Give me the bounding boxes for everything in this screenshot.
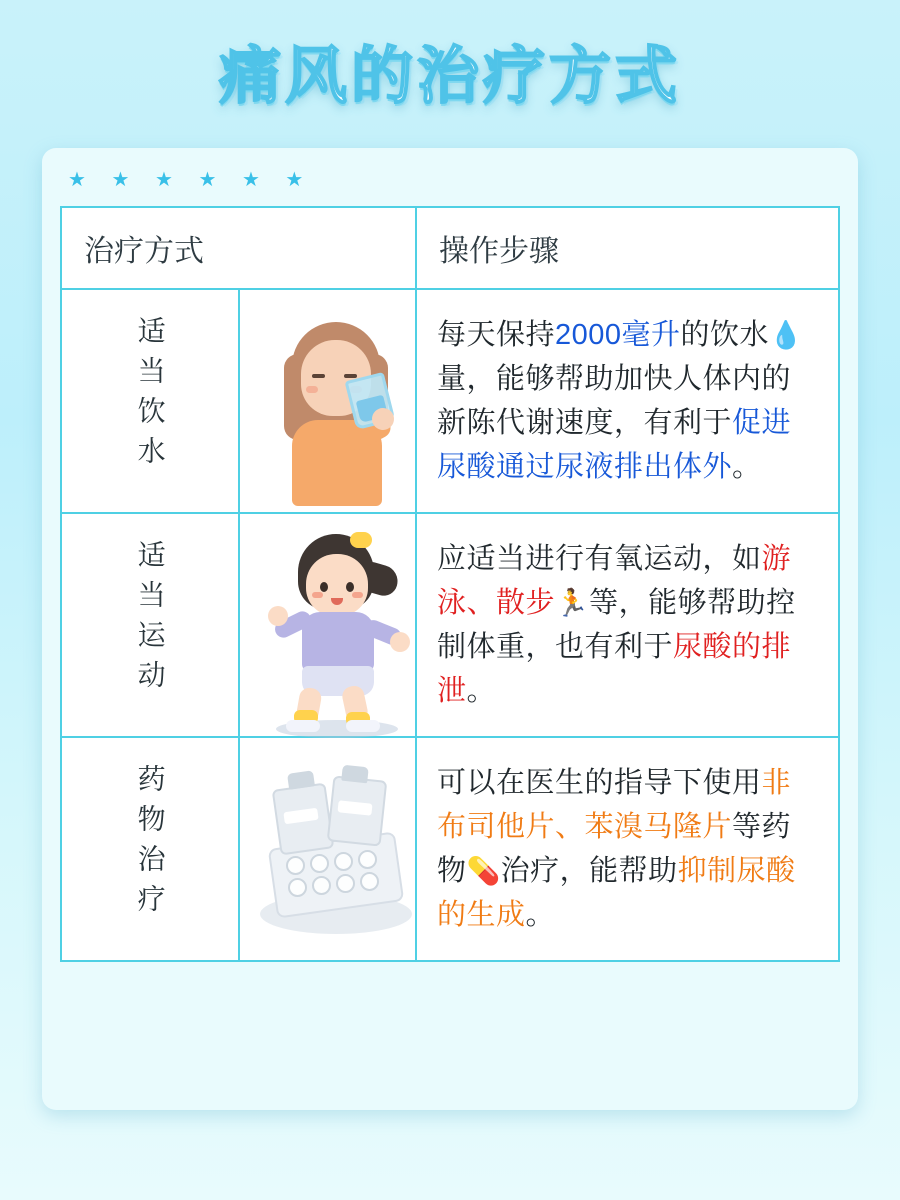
table-header-row — [61, 207, 839, 289]
text-segment: 每天保持 — [437, 318, 556, 351]
row-illustration-medication — [239, 737, 417, 961]
title-area — [0, 0, 900, 115]
text-segment: 量，能够帮助加快人体内的新陈代谢速度，有利于 — [437, 362, 792, 439]
text-segment-highlight: 抑制尿酸的生成 — [437, 855, 796, 932]
text-segment: 应适当进行有氧运动，如 — [437, 542, 762, 575]
text-segment: 。 — [525, 899, 556, 932]
text-segment: 等药物 — [437, 810, 792, 887]
text-segment-highlight: 非布司他片、苯溴马隆片 — [437, 766, 792, 843]
table-header — [61, 207, 839, 289]
table-row — [61, 289, 839, 513]
column-header-steps: 操作步骤 — [416, 207, 839, 289]
girl-running-illustration — [246, 520, 426, 730]
text-segment-highlight: 2000毫升 — [555, 318, 681, 351]
page-title: 痛风的治疗方式 — [218, 42, 681, 111]
row-category-medication: 药物治疗 — [61, 737, 239, 961]
running-person-icon: 🏃 — [555, 587, 590, 618]
text-segment: 可以在医生的指导下使用 — [437, 766, 762, 799]
star-divider: ★ ★ ★ ★ ★ ★ — [68, 169, 314, 191]
medicine-blister-pack-illustration — [246, 744, 426, 954]
row-illustration-exercise — [239, 513, 417, 737]
table-row — [61, 737, 839, 961]
content-card — [42, 148, 858, 1110]
text-segment-highlight: 促进尿酸通过尿液排出体外 — [437, 407, 792, 484]
treatment-table — [60, 206, 840, 962]
row-description-exercise — [416, 513, 839, 737]
table-row — [61, 513, 839, 737]
row-category-drink-water: 适当饮水 — [61, 289, 239, 513]
text-segment-highlight: 游泳、散步 — [437, 542, 792, 619]
row-description-medication — [416, 737, 839, 961]
text-segment: 治疗，能帮助 — [500, 855, 678, 887]
girl-drinking-water-illustration — [246, 296, 426, 506]
row-description-drink-water — [416, 289, 839, 513]
text-segment: 。 — [732, 451, 762, 484]
water-drop-icon: 💧 — [769, 319, 804, 350]
text-segment-highlight: 尿酸的排泄 — [437, 631, 792, 708]
pill-icon: 💊 — [466, 856, 501, 886]
text-segment: 。 — [466, 675, 497, 708]
row-illustration-drink-water — [239, 289, 417, 513]
row-category-exercise: 适当运动 — [61, 513, 239, 737]
column-header-method: 治疗方式 — [61, 207, 416, 289]
text-segment: 等，能够帮助控制体重，也有利于 — [437, 586, 796, 663]
text-segment: 的饮水 — [680, 318, 770, 351]
table-body — [61, 289, 839, 961]
